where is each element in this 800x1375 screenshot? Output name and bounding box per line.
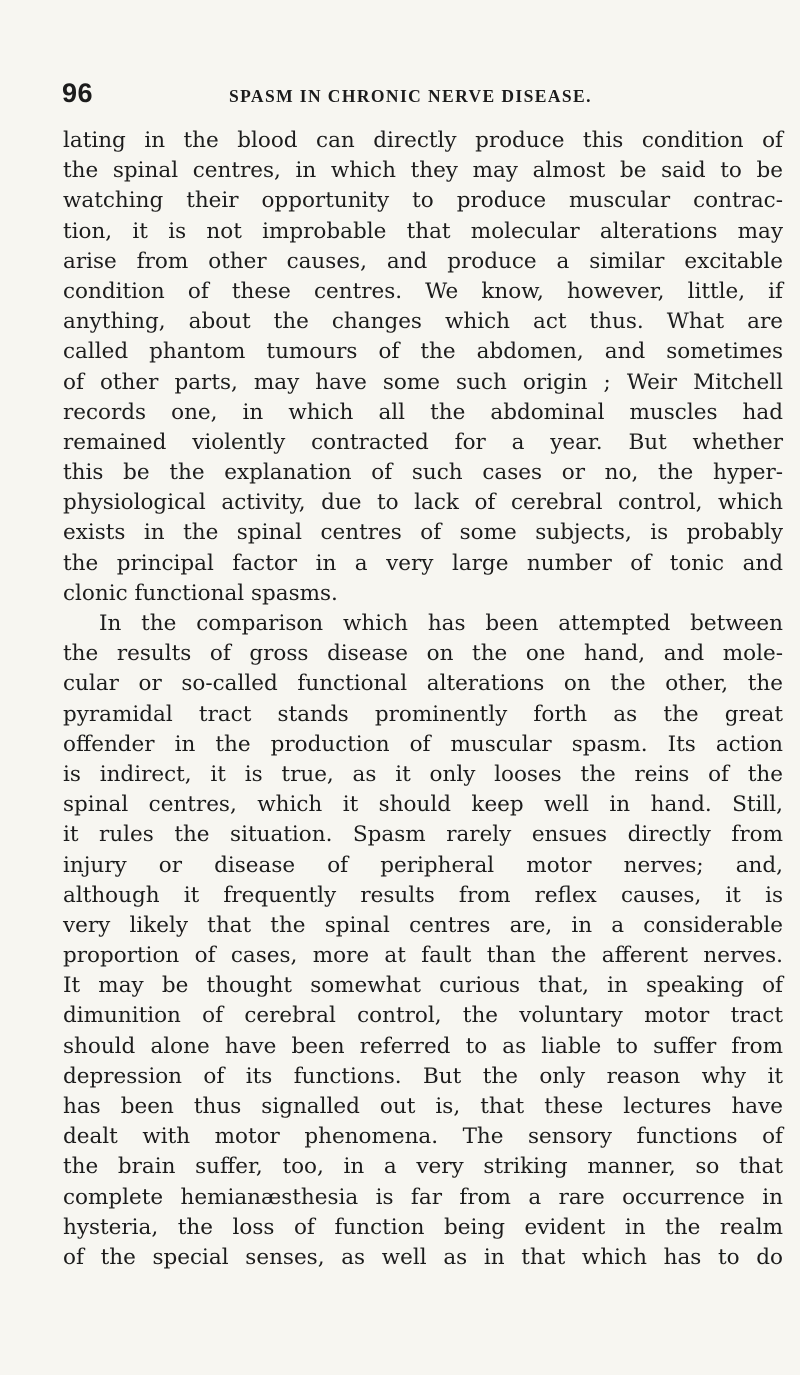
text-line: the results of gross disease on the one hand, and mole- [63, 641, 783, 667]
text-line: dealt with motor phenomena. The sensory functions of [63, 1124, 783, 1150]
text-line: dimunition of cerebral control, the voluntary motor tract [63, 1003, 783, 1029]
text-line: of other parts, may have some such origin ; Weir Mitchell [63, 369, 783, 395]
text-line: complete hemianæsthesia is far from a rare occurrence in [63, 1184, 783, 1210]
text-line: physiological activity, due to lack of cerebral control, which [63, 490, 783, 516]
text-line: very likely that the spinal centres are, in a considerable [63, 912, 783, 938]
text-line: spinal centres, which it should keep well in hand. Still, [63, 792, 783, 818]
text-line: has been thus signalled out is, that these lectures have [63, 1094, 783, 1119]
text-line: depression of its functions. But the only reason why it [63, 1063, 783, 1089]
text-line: is indirect, it is true, as it only looses the reins of the [63, 761, 783, 787]
text-line: called phantom tumours of the abdomen, and sometimes [63, 339, 783, 365]
text-line: hysteria, the loss of function being evident in the realm [63, 1214, 783, 1240]
text-line: of the special senses, as well as in that which has to do [63, 1244, 783, 1270]
text-line: It may be thought somewhat curious that, in speaking of [63, 973, 783, 999]
text-line: anything, about the changes which act thus. What are [63, 309, 783, 335]
text-line: watching their opportunity to produce muscular contrac- [63, 188, 783, 214]
text-line: records one, in which all the abdominal muscles had [63, 399, 783, 425]
text-line: exists in the spinal centres of some subjects, is probably [63, 520, 783, 546]
running-head: SPASM IN CHRONIC NERVE DISEASE. [229, 86, 592, 106]
page-header [62, 78, 792, 114]
text-line: the brain suffer, too, in a very striking manner, so that [63, 1154, 783, 1180]
text-line: although it frequently results from reflex causes, it is [63, 882, 783, 908]
text-line: it rules the situation. Spasm rarely ensues directly from [63, 822, 783, 848]
text-line: offender in the production of muscular spasm. Its action [63, 731, 783, 757]
text-line: clonic functional spasms. [63, 580, 338, 606]
text-line: arise from other causes, and produce a similar excitable [63, 248, 783, 274]
text-line: the spinal centres, in which they may almost be said to be [63, 158, 783, 184]
text-line: In the comparison which has been attempted between [99, 611, 783, 636]
text-line: the principal factor in a very large number of tonic and [63, 550, 783, 576]
body-text [63, 126, 783, 1273]
text-line: pyramidal tract stands prominently forth as the great [63, 701, 783, 727]
text-line: should alone have been referred to as liable to suffer from [63, 1033, 783, 1059]
text-line: cular or so-called functional alterations on the other, the [63, 671, 783, 697]
text-line: lating in the blood can directly produce this condition of [63, 128, 783, 153]
text-line: tion, it is not improbable that molecular alterations may [63, 218, 783, 244]
text-line: this be the explanation of such cases or no, the hyper- [63, 460, 783, 486]
page-number: 96 [62, 78, 94, 108]
text-line: proportion of cases, more at fault than the afferent nerves. [63, 943, 783, 969]
text-line: injury or disease of peripheral motor nerves; and, [63, 852, 783, 878]
text-line: condition of these centres. We know, however, little, if [63, 278, 783, 304]
text-line: remained violently contracted for a year. But whether [63, 429, 783, 455]
